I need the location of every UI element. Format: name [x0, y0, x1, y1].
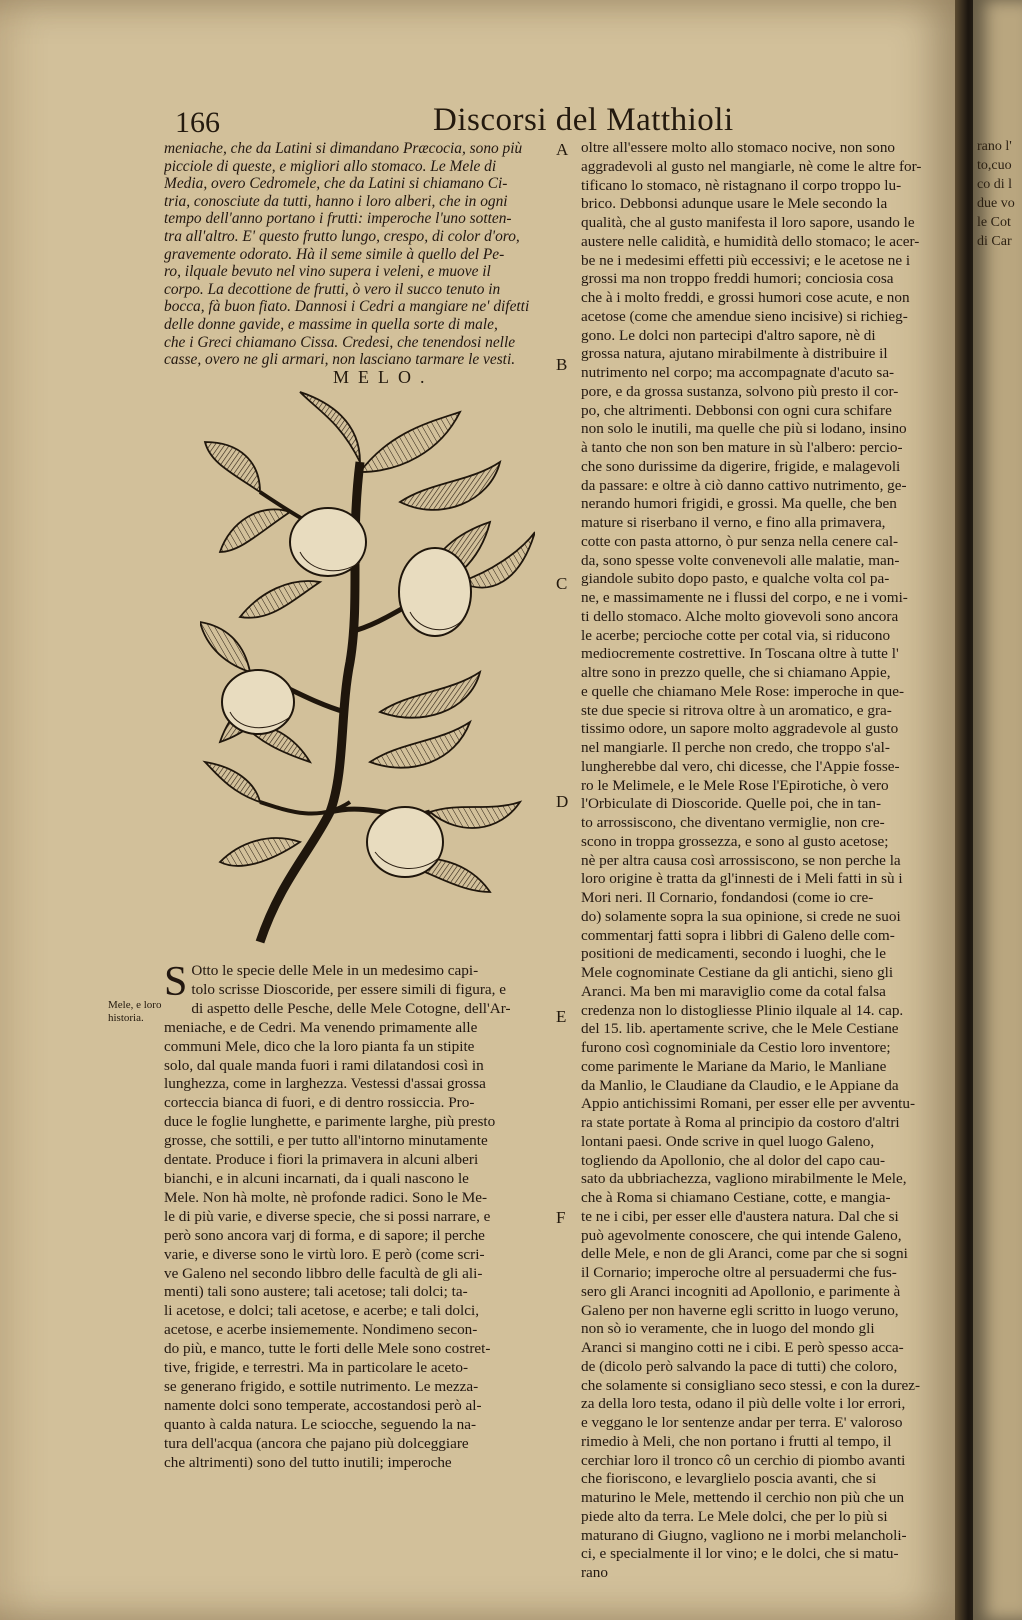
text-line: dentate. Produce i fiori la primavera in alcuni alberi: [164, 1151, 479, 1169]
text-line: te ne i cibi, per esser elle d'austera natura. Dal che si: [581, 1207, 899, 1225]
text-line: meniache, e de Cedri. Ma venendo primamente alle: [164, 1018, 478, 1036]
text-line: brico. Debbonsi adunque usare le Mele secondo la: [581, 195, 888, 213]
text-line: tissimo odore, un sapore molto aggradevole al gusto: [581, 720, 899, 738]
text-line: tura dell'acqua (ancora che pajano più dolceggiare: [164, 1434, 469, 1452]
text-line: to arrossiscono, che diventano vermiglie, non cre-: [581, 814, 885, 831]
text-line: varie, e diverse sono le virtù loro. E però (come scri-: [164, 1245, 485, 1263]
margin-note: Mele, e loro historia.: [108, 999, 162, 1024]
text-line: Appio antichissimi Romani, per esser elle per avventu-: [581, 1095, 916, 1113]
text-line: cerchiar loro il tronco cô un cerchio di piombo avanti: [581, 1451, 906, 1469]
text-line: le Cot: [977, 215, 1011, 230]
text-line: le di più varie, e diverse specie, che si possi narrare, e: [164, 1207, 491, 1225]
text-line: piede alto da terra. Le Mele dolci, che per lo più si: [581, 1507, 888, 1525]
text-line: ve Galeno nel secondo libbro delle facultà de gli ali-: [164, 1264, 483, 1282]
text-line: e quelle che chiamano Mele Rose: imperoche in que-: [581, 682, 905, 700]
text-line: pore, e da grossa sustanza, solvono più presto il cor-: [581, 382, 899, 400]
text-line: tolo scrisse Dioscoride, per essere simili di figura, e: [191, 980, 506, 998]
text-line: cotte con pasta attorno, ò pur senza nella cenere cal-: [581, 532, 899, 550]
text-line: da, sono spesse volte convenevoli alle malatie, man-: [581, 551, 900, 569]
text-line: quanto à calda natura. Le sciocche, seguendo la na-: [164, 1415, 477, 1433]
italic-text-block: [164, 140, 569, 369]
text-line: Mele. Non hà molte, nè profonde radici. Sono le Me-: [164, 1188, 488, 1206]
text-line: rano: [581, 1564, 608, 1581]
text-line: grossa natura, ajutano mirabilmente à distribuire il: [581, 345, 888, 363]
text-line: ro le Melimele, e le Mele Rose l'Epirotiche, ò vero: [581, 776, 889, 794]
text-line: ra state portate à Roma al principio da costoro d'altri: [581, 1114, 900, 1131]
text-line: grosse, che sottili, e per tutto all'intorno minutamente: [164, 1132, 488, 1150]
text-line: furono così cognominiale da Cestio loro inventore;: [581, 1039, 891, 1056]
text-line: lontani paesi. Onde scrive in quel luogo Galeno,: [581, 1132, 875, 1150]
text-line: tra all'altro. E' questo frutto lungo, crespo, di color d'oro,: [164, 227, 520, 245]
text-line: nutrimento nel corpo; ma accompagnate d'acuto sa-: [581, 364, 895, 381]
dropcap: S: [164, 959, 188, 1005]
text-line: ti dello stomaco. Alche molto giovevoli sono ancora: [581, 607, 899, 625]
text-line: che à Roma si chiamano Cestiane, cotte, e mangia-: [581, 1189, 891, 1206]
text-line: solo, dal quale manda fuori i rami dilatandosi così in: [164, 1056, 484, 1074]
text-line: meniache, che da Latini si dimandano Præcocia, sono più: [164, 140, 523, 157]
apple-fruit: [222, 670, 294, 734]
text-line: scono in troppa grossezza, e sono al gusto acetose;: [581, 832, 889, 850]
text-line: maturano di Giugno, vagliono ne i morbi melancholi-: [581, 1526, 907, 1544]
text-line: bianchi, e in alcuni incarnati, da i quali nascono le: [164, 1169, 469, 1187]
text-line: togliendo da Apollonio, che al dolor del capo cau-: [581, 1151, 886, 1169]
left-column-text: [164, 959, 566, 1472]
text-line: austere nelle calidità, e humidità dello stomaco; le acer-: [581, 232, 920, 250]
text-line: grossi ma non troppo freddi humori; conciosia cosa: [581, 270, 894, 288]
text-line: ro, ilquale bevuto nel vino supera i veleni, e muove il: [164, 263, 491, 281]
text-line: sato da ubbriachezza, vagliono mirabilmente le Mele,: [581, 1170, 907, 1188]
text-line: positioni de medicamenti, secondo i luoghi, che le: [581, 945, 886, 963]
text-line: tempo dell'anno portano i frutti: imperoche l'uno sotten-: [164, 210, 512, 228]
text-line: sero gli Aranci incogniti ad Apollonio, e parimente à: [581, 1282, 901, 1300]
text-line: namente dolci sono temperate, accostandosi però al-: [164, 1396, 482, 1414]
plate-title: MELO.: [333, 367, 434, 387]
text-line: delle donne gavide, e massime in quella sorte di male,: [164, 315, 498, 333]
text-line: da Manlio, le Claudiane da Claudio, e le Appiane da: [581, 1076, 899, 1094]
margin-letter-c: C: [556, 574, 568, 593]
text-line: il Cornario; imperoche oltre al persuadermi che fus-: [581, 1264, 897, 1281]
text-line: Otto le specie delle Mele in un medesimo capi-: [191, 962, 479, 979]
text-line: le acerbe; percioche cotte per cotal via, si riducono: [581, 626, 891, 644]
text-line: bocca, fà buon fiato. Dannosi i Cedri a mangiare ne' difetti: [164, 298, 530, 316]
text-line: duce le foglie lunghette, e parimente larghe, più presto: [164, 1113, 496, 1131]
text-line: oltre all'essere molto allo stomaco nocive, non sono: [581, 139, 896, 156]
text-line: to,cuo: [977, 158, 1012, 173]
text-line: Media, overo Cedromele, che da Latini si chiamano Ci-: [164, 175, 508, 193]
text-line: ste due specie si ritrova oltre à un aromatico, e gra-: [581, 701, 892, 719]
text-line: da passare: e oltre à ciò danno cattivo nutrimento, ge-: [581, 476, 907, 494]
text-line: picciole di queste, e migliori allo stomaco. Le Mele di: [164, 157, 497, 175]
text-line: loro origine è tratta da gl'innesti de i Meli fatti in sù i: [581, 870, 903, 888]
text-line: acetose (come che amendue sieno incisive) si richieg-: [581, 307, 908, 325]
text-line: che à i molto freddi, e grossi humori cose acute, e non: [581, 289, 910, 306]
text-line: gravemente odorato. Hà il seme simile à quello del Pe-: [164, 245, 505, 263]
text-line: e veggano le lor sentenze andar per terra. E' valoroso: [581, 1414, 903, 1431]
text-line: altre sono in prezzo quelle, che si chiamano Appie,: [581, 664, 891, 681]
text-line: aggradevoli al gusto nel mangiarle, nè come le altre for-: [581, 157, 922, 175]
text-line: be ne i medesimi effetti più eccessivi; e le acetose ne i: [581, 251, 911, 269]
text-line: corteccia bianca di fuori, e di dentro rossiccia. Pro-: [164, 1094, 475, 1112]
text-line: se generano frigido, e sottile nutrimento. Le mezza-: [164, 1377, 479, 1395]
text-line: do) solamente sopra la sua opinione, si crede ne suoi: [581, 907, 901, 925]
text-line: ci, e specialmente il lor vino; e le dolci, che si matu-: [581, 1545, 899, 1563]
text-line: li acetose, e dolci; tali acetose, e acerbe; e tali dolci,: [164, 1302, 479, 1320]
text-line: ne, e massimamente ne i flussi del corpo, e ne i vomi-: [581, 589, 908, 606]
text-line: nel mangiarle. Il perche non credo, che troppo s'al-: [581, 739, 890, 756]
text-line: che solamente si consigliano seco stessi, e con la durez-: [581, 1376, 921, 1394]
text-line: del 15. lib. apertamente scrive, che le Mele Cestiane: [581, 1020, 899, 1038]
text-line: acetose, e acerbe insiememente. Nondimeno secon-: [164, 1321, 478, 1339]
text-line: delle Mele, e non de gli Aranci, come par che si sogni: [581, 1245, 908, 1263]
text-line: rano l': [977, 139, 1012, 154]
text-line: non sò io veramente, che in luogo del mondo gli: [581, 1320, 875, 1338]
text-line: che sono durissime da digerire, frigide, e malagevoli: [581, 457, 901, 475]
margin-letter-a: A: [556, 140, 569, 159]
text-line: mature si riserbano il verno, e fino alla primavera,: [581, 514, 886, 531]
text-line: po, che altrimenti. Debbonsi con ogni cura schifare: [581, 401, 892, 419]
text-line: Mele cognominate Cestiane da gli antichi, sieno gli: [581, 964, 894, 981]
text-line: che altrimenti) sono del tutto inutili; imperoche: [164, 1453, 452, 1471]
text-line: giandole subito dopo pasto, e qualche volta col pa-: [581, 570, 890, 588]
text-line: non solo le inutili, ma quelle che più si lodano, insino: [581, 420, 907, 438]
page-number: 166: [175, 106, 220, 139]
text-line: credenza non lo distogliesse Plinio ilquale al 14. cap.: [581, 1001, 904, 1019]
text-line: come parimente le Mariane da Mario, le Manliane: [581, 1057, 887, 1075]
text-line: di aspetto delle Pesche, delle Mele Cotogne, dell'Ar-: [191, 999, 511, 1017]
text-line: Aranci si mangino cotti ne i cibi. E però spesso acca-: [581, 1339, 904, 1356]
text-line: mediocremente costrettive. In Toscana oltre à tutte l': [581, 645, 899, 663]
text-line: za della loro testa, odano il più delle volte i lor errori,: [581, 1395, 906, 1413]
text-line: può agevolmente conoscere, che qui intende Galeno,: [581, 1226, 902, 1244]
text-line: co di l: [977, 177, 1012, 192]
text-line: tificano lo stomaco, nè ristagnano il corpo troppo lu-: [581, 176, 902, 194]
text-line: che fioriscono, e levarglielo poscia avanti, che si: [581, 1470, 877, 1488]
text-line: communi Mele, dico che la loro pianta fa un stipite: [164, 1037, 475, 1055]
text-line: nerando humori frigidi, e grossi. Ma quelle, che ben: [581, 495, 897, 513]
text-line: corpo. La decottione de frutti, ò vero il succo tenuto in: [164, 280, 501, 298]
text-line: Mori neri. Il Cornario, fondandosi (come io cre-: [581, 889, 874, 906]
text-line: Aranci. Ma ben mi maraviglio come da cotal falsa: [581, 982, 886, 1000]
text-line: di Car: [977, 234, 1012, 249]
margin-letter-b: B: [556, 355, 568, 374]
apple-fruit: [367, 807, 443, 877]
margin-letter-e: E: [556, 1007, 567, 1026]
text-line: però sono ancora varj di forma, e di sapore; il perche: [164, 1226, 485, 1244]
text-line: rimedio à Meli, che non portano i frutti al tempo, il: [581, 1432, 892, 1450]
text-line: tive, frigide, e terrestri. Ma in particolare le aceto-: [164, 1359, 469, 1377]
text-line: de (dicolo però salvando la pace di tutti) che coloro,: [581, 1357, 898, 1375]
text-line: lunghezza, come in larghezza. Vestessi d'assai grossa: [164, 1075, 486, 1093]
text-line: nè per altra causa così arrossiscono, se non perche la: [581, 851, 901, 869]
text-line: casse, overo ne gli armari, non lasciano tarmare le vesti.: [164, 351, 516, 369]
text-line: l'Orbiculate di Dioscoride. Quelle poi, che in tan-: [581, 795, 882, 813]
text-line: tria, conosciute da tutti, hanno i loro alberi, che in ogni: [164, 192, 508, 210]
apple-branch-woodcut: [200, 382, 535, 952]
text-line: do più, e manco, tutte le forti delle Mele sono costret-: [164, 1340, 491, 1358]
text-line: menti) tali sono austere; tali acetose; tali dolci; ta-: [164, 1283, 468, 1301]
text-line: due vo: [977, 196, 1015, 211]
text-line: maturino le Mele, mettendo il cerchio non più che un: [581, 1489, 905, 1506]
text-line: qualità, che al gusto manifesta il loro sapore, usando le: [581, 214, 915, 231]
text-line: à tanto che non son ben mature in sù l'albero: percio-: [581, 439, 903, 456]
text-line: lungherebbe dal vero, chi dicesse, che l'Appie fosse-: [581, 757, 900, 775]
text-line: Galeno per non haverne egli scritto in luogo veruno,: [581, 1301, 899, 1319]
text-line: che i Greci chiamano Cissa. Credesi, che tenendosi nelle: [164, 333, 516, 351]
text-line: gono. Le dolci non partecipi d'altro sapore, nè di: [581, 326, 876, 344]
margin-letter-d: D: [556, 792, 569, 811]
running-head: Discorsi del Matthioli: [433, 102, 734, 138]
right-column-text: [581, 139, 953, 1583]
text-line: commentarj fatti sopra i libbri di Galeno delle com-: [581, 926, 895, 944]
facing-page-edge: [973, 0, 1022, 1620]
margin-letter-f: F: [556, 1208, 566, 1227]
